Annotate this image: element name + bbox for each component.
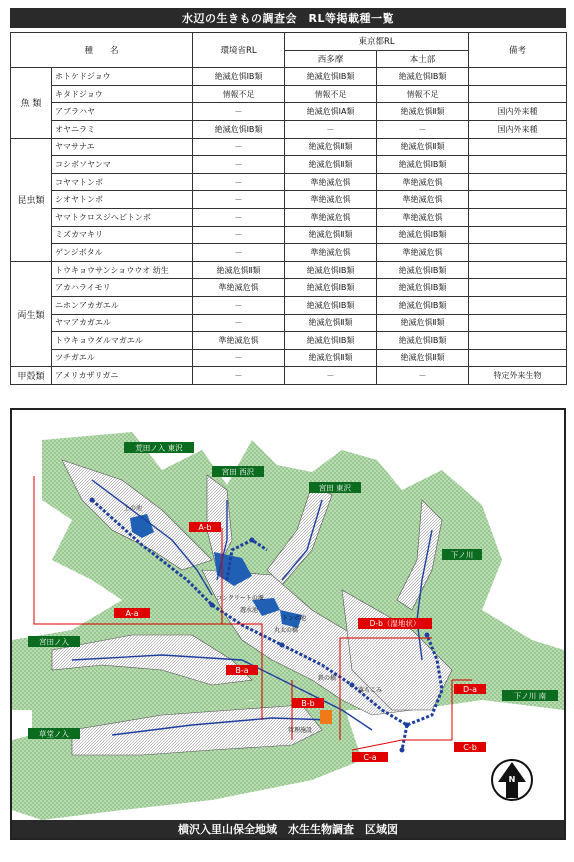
zone-label-d-b	[358, 618, 432, 629]
svg-text:A-b: A-b	[198, 523, 212, 532]
svg-text:下ノ川 南: 下ノ川 南	[513, 691, 547, 701]
species-name: キタドジョウ	[52, 85, 193, 103]
species-name: ミズカマキリ	[52, 226, 193, 244]
notes-cell	[469, 244, 567, 262]
table-row	[11, 244, 567, 262]
west-tama-cell: 絶滅危惧Ⅱ類	[285, 226, 377, 244]
table-row	[11, 279, 567, 297]
feature-yusuichi: 遊水池	[240, 607, 259, 614]
feature-maruta-bashi: 丸太の橋	[274, 627, 299, 634]
table-row	[11, 103, 567, 121]
env-rl-cell: －	[193, 173, 285, 191]
notes-cell	[469, 191, 567, 209]
mainland-cell: 絶滅危惧ⅠB類	[377, 156, 469, 174]
mainland-cell: 絶滅危惧ⅠB類	[377, 261, 469, 279]
map-svg	[12, 410, 564, 838]
notes-cell	[469, 332, 567, 350]
mainland-cell: 準絶滅危惧	[377, 191, 469, 209]
west-tama-cell: 絶滅危惧ⅠB類	[285, 68, 377, 86]
notes-cell: 国内外来種	[469, 120, 567, 138]
notes-cell: 特定外来生物	[469, 367, 567, 385]
west-tama-cell: 準絶滅危惧	[285, 191, 377, 209]
env-rl-cell: 情報不足	[193, 85, 285, 103]
species-name: シオヤトンボ	[52, 191, 193, 209]
species-name: ニホンアカガエル	[52, 296, 193, 314]
species-name: アメリカザリガニ	[52, 367, 193, 385]
species-name: アカハライモリ	[52, 279, 193, 297]
header-species: 種 名	[11, 33, 193, 68]
west-tama-cell: 絶滅危惧Ⅱ類	[285, 314, 377, 332]
table-row	[11, 296, 567, 314]
svg-text:宮田 東沢: 宮田 東沢	[318, 483, 352, 493]
header-notes: 備考	[469, 33, 567, 68]
notes-cell	[469, 314, 567, 332]
west-tama-cell: 準絶滅危惧	[285, 173, 377, 191]
mainland-cell: 準絶滅危惧	[377, 244, 469, 262]
place-label-arata-iri-higashi	[124, 442, 194, 453]
mainland-cell: 絶滅危惧Ⅱ類	[377, 138, 469, 156]
svg-text:宮田 西沢: 宮田 西沢	[221, 467, 255, 477]
west-tama-cell: －	[285, 367, 377, 385]
zone-label-b-a	[226, 665, 258, 675]
table-row	[11, 191, 567, 209]
env-rl-cell: －	[193, 367, 285, 385]
table-row	[11, 68, 567, 86]
species-name: ホトケドジョウ	[52, 68, 193, 86]
feature-kanri-shisetsu: 管理施設	[288, 727, 313, 734]
species-name: コシボソヤンマ	[52, 156, 193, 174]
env-rl-cell: 絶滅危惧ⅠB類	[193, 120, 285, 138]
env-rl-cell: －	[193, 244, 285, 262]
place-label-miyatanoiri	[28, 636, 80, 647]
feature-kamiike: 上の池	[124, 505, 143, 512]
species-name: ヤマトクロスジヘビトンボ	[52, 208, 193, 226]
mainland-cell: 絶滅危惧ⅠB類	[377, 226, 469, 244]
mainland-cell: 準絶滅危惧	[377, 173, 469, 191]
zone-label-c-a	[352, 752, 388, 762]
place-label-shimonokawa-minami	[502, 690, 558, 701]
svg-text:荒田ノ入 東沢: 荒田ノ入 東沢	[135, 443, 183, 453]
zone-label-c-b	[454, 742, 486, 752]
zone-label-a-b	[189, 522, 221, 532]
west-tama-cell: 準絶滅危惧	[285, 244, 377, 262]
mainland-cell: 絶滅危惧Ⅱ類	[377, 314, 469, 332]
feature-concrete: コンクリートの堰	[216, 595, 264, 602]
west-tama-cell: 絶滅危惧ⅠB類	[285, 279, 377, 297]
species-name: コヤマトンボ	[52, 173, 193, 191]
mainland-cell: 絶滅危惧ⅠB類	[377, 68, 469, 86]
env-rl-cell: －	[193, 208, 285, 226]
env-rl-cell: 絶滅危惧ⅠB類	[193, 68, 285, 86]
table-row	[11, 314, 567, 332]
species-name: トウキョウダルマガエル	[52, 332, 193, 350]
env-rl-cell: 絶滅危惧Ⅱ類	[193, 261, 285, 279]
group-label: 甲殻類	[11, 367, 52, 385]
mainland-cell: 情報不足	[377, 85, 469, 103]
env-rl-cell: －	[193, 156, 285, 174]
feature-tetsu-bashi: 鉄の橋	[318, 675, 337, 682]
notes-cell: 国内外来種	[469, 103, 567, 121]
env-rl-cell: 準絶滅危惧	[193, 332, 285, 350]
west-tama-cell: －	[285, 120, 377, 138]
env-rl-cell: －	[193, 138, 285, 156]
table-body	[11, 68, 567, 385]
svg-text:宮田ノ入: 宮田ノ入	[39, 637, 69, 647]
table-row	[11, 332, 567, 350]
species-name: ツチガエル	[52, 349, 193, 367]
notes-cell	[469, 349, 567, 367]
map-caption: 横沢入里山保全地域 水生生物調査 区域図	[12, 820, 564, 838]
west-tama-cell: 絶滅危惧ⅠB類	[285, 332, 377, 350]
west-tama-cell: 絶滅危惧Ⅱ類	[285, 156, 377, 174]
group-label: 魚 類	[11, 68, 52, 138]
env-rl-cell: 準絶滅危惧	[193, 279, 285, 297]
table-row	[11, 261, 567, 279]
survey-area-map	[10, 408, 566, 840]
mainland-cell: 準絶滅危惧	[377, 208, 469, 226]
mainland-cell: 絶滅危惧ⅠB類	[377, 296, 469, 314]
notes-cell	[469, 156, 567, 174]
svg-text:B-b: B-b	[301, 699, 315, 708]
table-row	[11, 208, 567, 226]
place-label-miyata-higashi	[309, 482, 361, 493]
table-row	[11, 367, 567, 385]
svg-text:D-b（湿地状）: D-b（湿地状）	[369, 619, 421, 628]
env-rl-cell: －	[193, 191, 285, 209]
env-rl-cell: －	[193, 296, 285, 314]
notes-cell	[469, 138, 567, 156]
species-name: トウキョウサンショウウオ 幼生	[52, 261, 193, 279]
west-tama-cell: 絶滅危惧ⅠB類	[285, 296, 377, 314]
mainland-cell: 絶滅危惧Ⅱ類	[377, 103, 469, 121]
svg-text:草堂ノ入: 草堂ノ入	[39, 729, 69, 739]
mainland-cell: 絶滅危惧ⅠB類	[377, 279, 469, 297]
table-row	[11, 85, 567, 103]
group-label: 両生類	[11, 261, 52, 367]
west-tama-cell: 絶滅危惧ⅠA類	[285, 103, 377, 121]
header-west-tama: 西多摩	[285, 50, 377, 68]
notes-cell	[469, 68, 567, 86]
notes-cell	[469, 279, 567, 297]
header-mainland: 本土部	[377, 50, 469, 68]
svg-text:N: N	[508, 775, 516, 784]
west-tama-cell: 情報不足	[285, 85, 377, 103]
mainland-cell: 絶滅危惧ⅠB類	[377, 332, 469, 350]
place-label-kusadounoiri	[28, 728, 80, 739]
place-label-shimonokawa	[442, 549, 482, 560]
place-label-miyata-nishi	[212, 466, 264, 477]
svg-text:D-a: D-a	[463, 685, 477, 694]
env-rl-cell: －	[193, 226, 285, 244]
table-row	[11, 226, 567, 244]
west-tama-cell: 絶滅危惧Ⅱ類	[285, 349, 377, 367]
table-row	[11, 138, 567, 156]
svg-text:C-a: C-a	[363, 753, 377, 762]
species-name: オヤニラミ	[52, 120, 193, 138]
env-rl-cell: －	[193, 103, 285, 121]
mainland-cell: 絶滅危惧Ⅱ類	[377, 349, 469, 367]
species-name: アブラハヤ	[52, 103, 193, 121]
west-tama-cell: 準絶滅危惧	[285, 208, 377, 226]
west-tama-cell: 絶滅危惧Ⅱ類	[285, 138, 377, 156]
env-rl-cell: －	[193, 314, 285, 332]
zone-label-a-a	[114, 608, 150, 618]
compass-icon	[492, 760, 532, 800]
env-rl-cell: －	[193, 349, 285, 367]
svg-text:B-a: B-a	[235, 666, 249, 675]
svg-text:C-b: C-b	[463, 743, 477, 752]
notes-cell	[469, 226, 567, 244]
facility-marker	[320, 710, 332, 724]
group-label: 昆虫類	[11, 138, 52, 261]
notes-cell	[469, 85, 567, 103]
notes-cell	[469, 261, 567, 279]
header-env-rl: 環境省RL	[193, 33, 285, 68]
mainland-cell: －	[377, 367, 469, 385]
notes-cell	[469, 173, 567, 191]
table-row	[11, 120, 567, 138]
mainland-cell: －	[377, 120, 469, 138]
svg-text:A-a: A-a	[125, 609, 139, 618]
west-tama-cell: 絶滅危惧ⅠB類	[285, 261, 377, 279]
notes-cell	[469, 296, 567, 314]
rl-species-table	[10, 32, 567, 385]
species-name: ヤマアカガエル	[52, 314, 193, 332]
table-row	[11, 173, 567, 191]
feature-ochikomi: 落ちこみ	[358, 687, 383, 694]
table-row	[11, 349, 567, 367]
species-name: ヤマサナエ	[52, 138, 193, 156]
zone-label-d-a	[454, 684, 486, 694]
svg-text:下ノ川: 下ノ川	[450, 550, 474, 560]
table-row	[11, 156, 567, 174]
feature-tonbo-ike: トンボ池	[282, 615, 307, 622]
species-name: ゲンジボタル	[52, 244, 193, 262]
header-tokyo-rl: 東京都RL	[285, 33, 469, 51]
zone-label-b-b	[292, 698, 324, 708]
page-title: 水辺の生きもの調査会 RL等掲載種一覧	[10, 8, 566, 28]
notes-cell	[469, 208, 567, 226]
